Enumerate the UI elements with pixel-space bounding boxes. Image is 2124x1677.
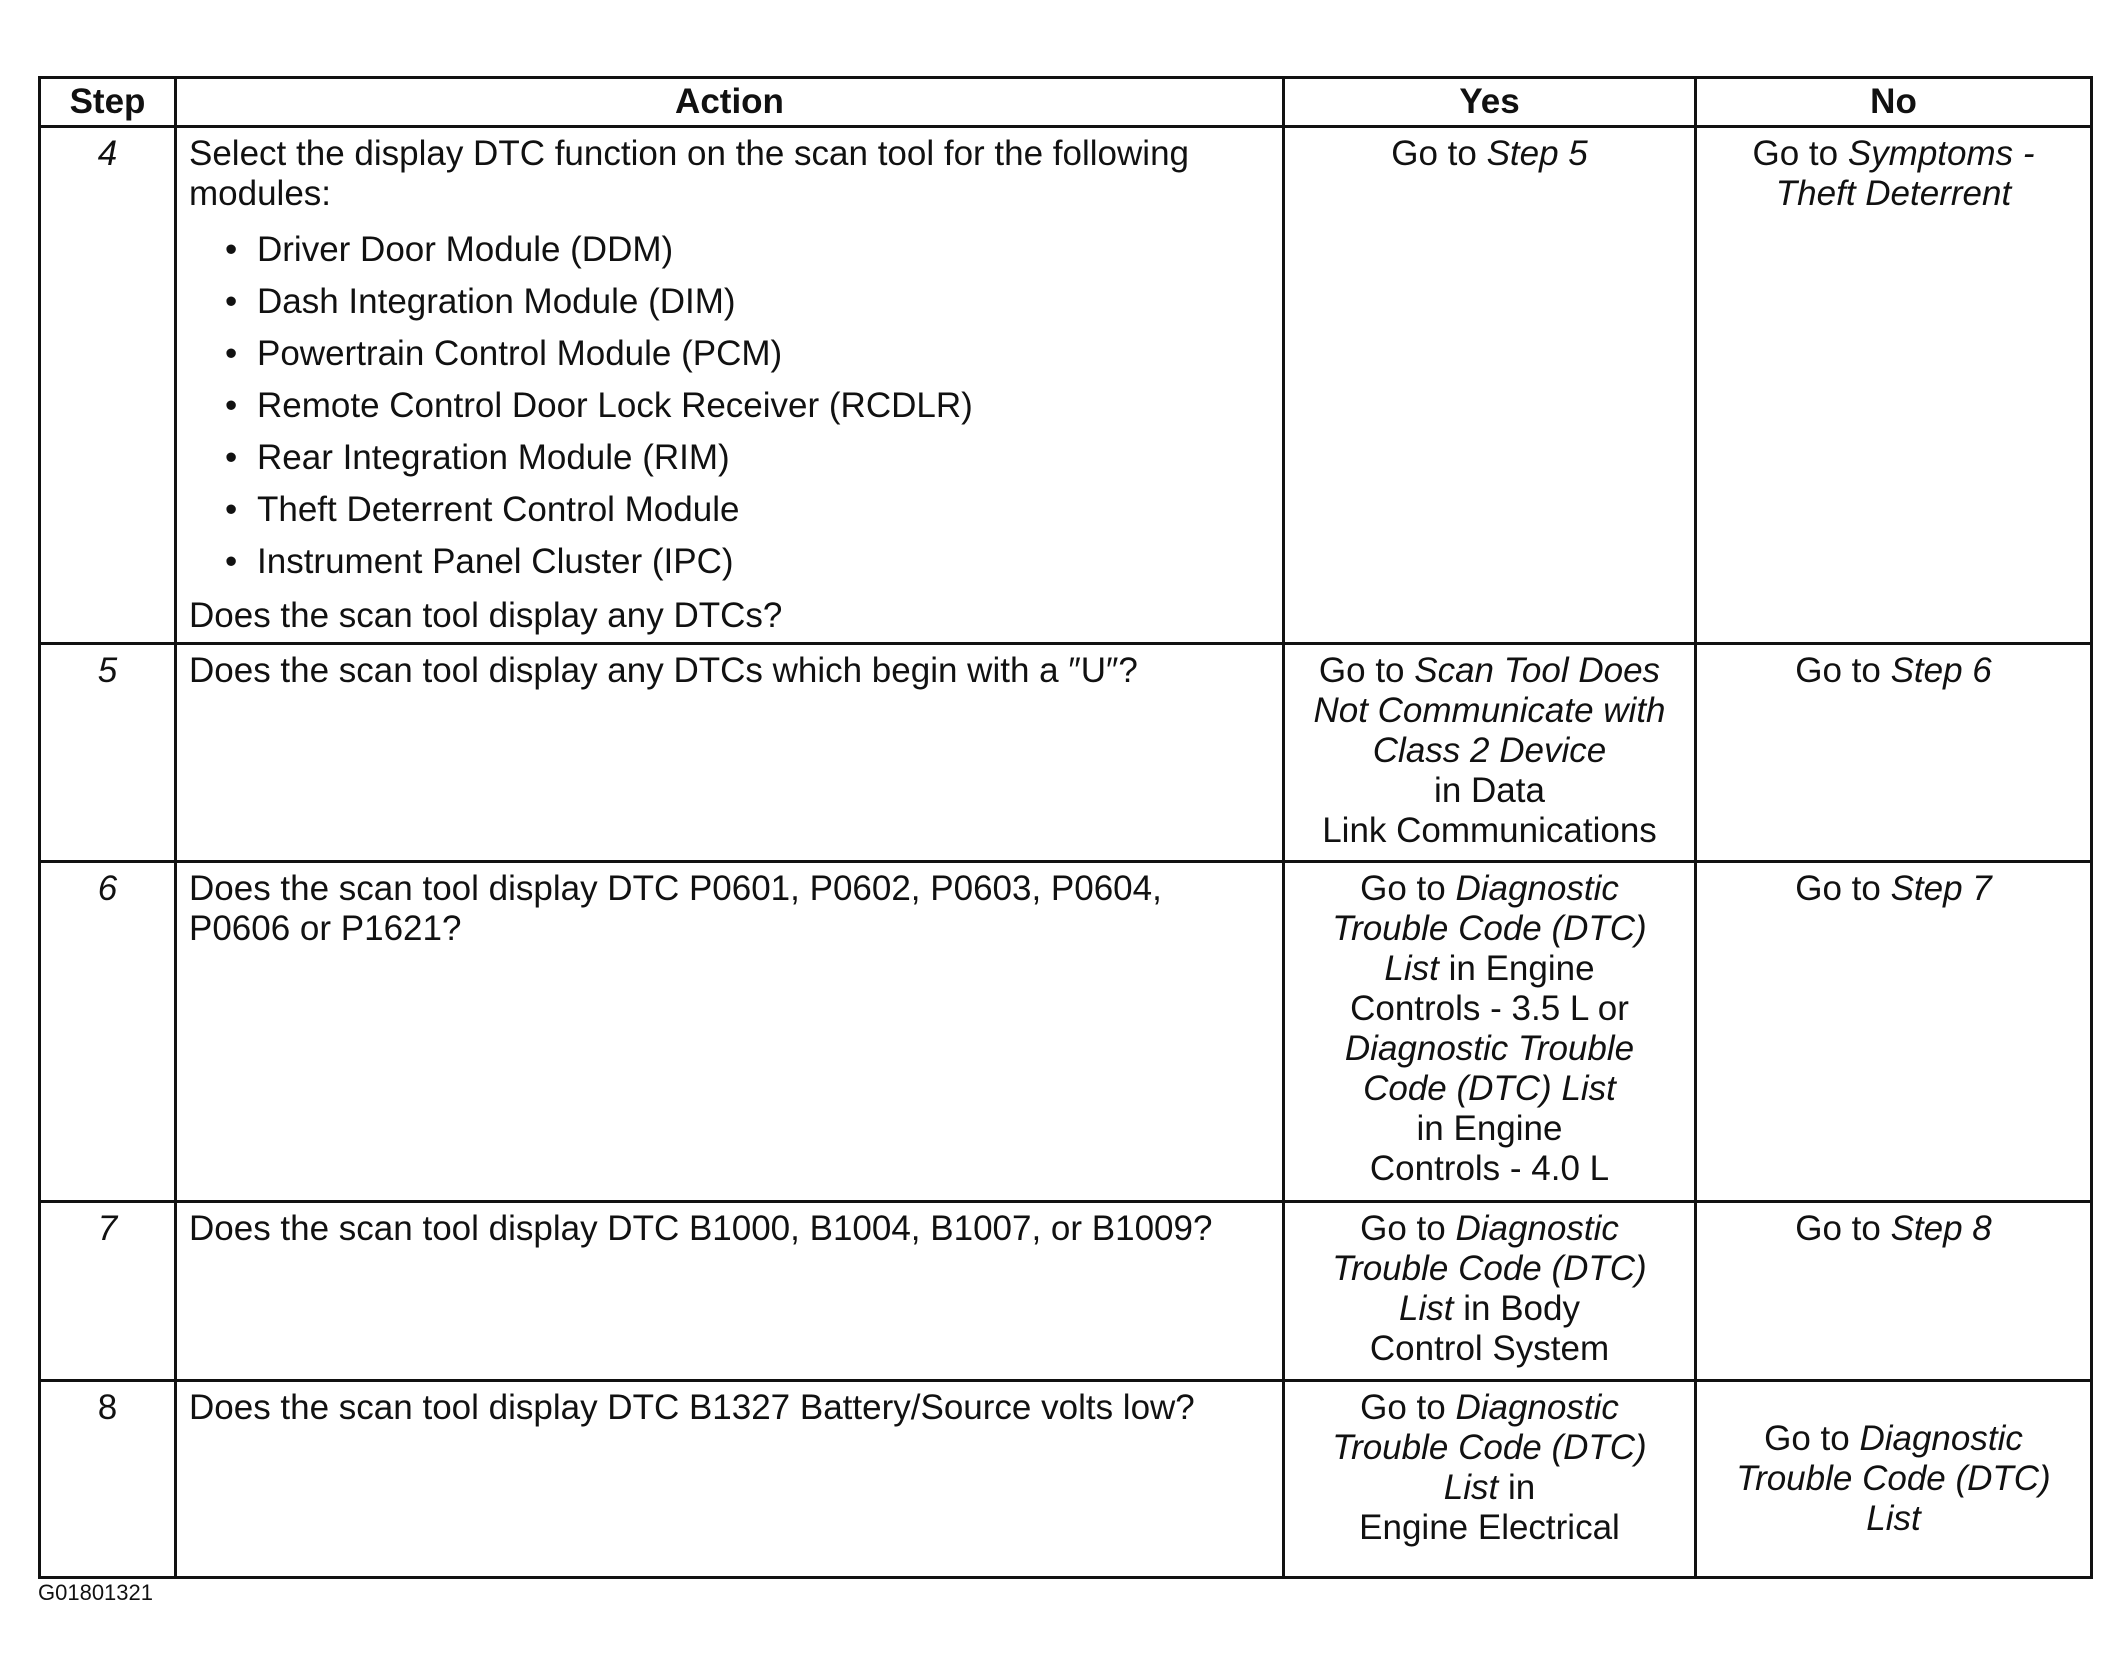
no-prefix: Go to: [1764, 1419, 1860, 1458]
header-no: No: [1696, 78, 2092, 127]
doc-link[interactable]: Diagnostic: [1859, 1419, 2023, 1458]
step-number: 5: [40, 644, 176, 862]
doc-location: Control System: [1369, 1329, 1610, 1368]
no-prefix: Go to: [1795, 1209, 1891, 1248]
symptoms-link-cont[interactable]: Theft Deterrent: [1775, 174, 2012, 213]
header-yes: Yes: [1284, 78, 1696, 127]
doc-link[interactable]: Diagnostic: [1455, 1209, 1619, 1248]
action-cell: Does the scan tool display DTC B1000, B1004, B1007, or B1009?: [176, 1202, 1284, 1381]
no-cell: [1696, 1381, 2092, 1578]
list-item: • Remote Control Door Lock Receiver (RCDLR): [225, 380, 1270, 432]
yes-prefix: Go to: [1360, 1209, 1456, 1248]
doc-link-cont[interactable]: Trouble Code (DTC): [1332, 1249, 1647, 1288]
doc-location: Controls - 3.5 L or: [1350, 989, 1629, 1028]
no-prefix: Go to: [1752, 134, 1848, 173]
table-row: [40, 127, 2092, 644]
no-prefix: Go to: [1795, 869, 1891, 908]
doc-link-cont[interactable]: Trouble Code (DTC): [1332, 1428, 1647, 1467]
action-cell: [176, 862, 1284, 1202]
doc-link[interactable]: Scan Tool Does: [1414, 651, 1661, 690]
doc-location: in: [1498, 1468, 1536, 1507]
header-step: Step: [40, 78, 176, 127]
action-intro: Select the display DTC function on the scan tool for the following modules:: [189, 134, 1189, 213]
doc-link-cont[interactable]: Trouble Code (DTC): [1736, 1459, 2051, 1498]
no-cell: [1696, 862, 2092, 1202]
doc-link-cont[interactable]: List: [1384, 949, 1439, 988]
module-list: [189, 224, 1270, 588]
yes-prefix: Go to: [1391, 134, 1487, 173]
step-link[interactable]: Step 5: [1486, 134, 1588, 173]
doc-link-cont[interactable]: List: [1399, 1289, 1454, 1328]
doc-link-cont[interactable]: List: [1443, 1468, 1499, 1507]
yes-prefix: Go to: [1318, 651, 1415, 690]
yes-prefix: Go to: [1360, 1388, 1456, 1427]
yes-cell: [1284, 1381, 1696, 1578]
list-item: • Powertrain Control Module (PCM): [225, 328, 1270, 380]
list-item: • Theft Deterrent Control Module: [225, 484, 1270, 536]
action-cell: [176, 127, 1284, 644]
yes-cell: [1284, 644, 1696, 862]
step-number: 8: [40, 1381, 176, 1578]
action-question: Does the scan tool display any DTCs?: [189, 596, 783, 635]
step-link[interactable]: Step 6: [1890, 651, 1992, 690]
figure-id: G01801321: [38, 1580, 153, 1605]
doc-link[interactable]: Diagnostic Trouble: [1344, 1029, 1635, 1068]
table-row: [40, 862, 2092, 1202]
list-item: • Driver Door Module (DDM): [225, 224, 1270, 276]
step-number: 7: [40, 1202, 176, 1381]
header-action: Action: [176, 78, 1284, 127]
doc-link[interactable]: Diagnostic: [1455, 869, 1619, 908]
diagnostic-table-container: [38, 76, 2090, 1579]
yes-cell: [1284, 862, 1696, 1202]
doc-link[interactable]: Diagnostic: [1455, 1388, 1619, 1427]
yes-prefix: Go to: [1360, 869, 1456, 908]
table-row: [40, 1381, 2092, 1578]
symptoms-link[interactable]: Symptoms -: [1847, 134, 2035, 173]
doc-link-cont[interactable]: Code (DTC) List: [1363, 1069, 1616, 1108]
step-link[interactable]: Step 8: [1890, 1209, 1992, 1248]
table-row: [40, 644, 2092, 862]
table-header-row: [40, 78, 2092, 127]
diagnostic-table: [38, 76, 2093, 1579]
step-link[interactable]: Step 7: [1890, 869, 1992, 908]
action-text: P0606 or P1621?: [189, 909, 462, 948]
doc-location: in Engine: [1416, 1109, 1563, 1148]
doc-location: in Body: [1453, 1289, 1580, 1328]
action-text: Does the scan tool display DTC P0601, P0602, P0603, P0604,: [189, 869, 1162, 908]
no-cell: [1696, 1202, 2092, 1381]
doc-location: Controls - 4.0 L: [1369, 1149, 1610, 1188]
doc-link-cont[interactable]: List: [1866, 1499, 1921, 1538]
doc-location: in Data: [1434, 771, 1545, 810]
doc-link-cont[interactable]: Trouble Code (DTC): [1332, 909, 1647, 948]
list-item: • Dash Integration Module (DIM): [225, 276, 1270, 328]
no-prefix: Go to: [1795, 651, 1891, 690]
no-cell: [1696, 644, 2092, 862]
action-cell: Does the scan tool display DTC B1327 Battery/Source volts low?: [176, 1381, 1284, 1578]
step-number: 4: [40, 127, 176, 644]
list-item: • Instrument Panel Cluster (IPC): [225, 536, 1270, 588]
doc-link-cont[interactable]: Class 2 Device: [1372, 731, 1607, 770]
yes-cell: [1284, 1202, 1696, 1381]
doc-link-cont[interactable]: Not Communicate with: [1313, 691, 1666, 730]
doc-location: Engine Electrical: [1359, 1508, 1620, 1547]
table-row: [40, 1202, 2092, 1381]
step-number: 6: [40, 862, 176, 1202]
doc-location: Link Communications: [1322, 811, 1657, 850]
action-cell: Does the scan tool display any DTCs which begin with a ″U″?: [176, 644, 1284, 862]
doc-location: in Engine: [1438, 949, 1595, 988]
no-cell: [1696, 127, 2092, 644]
yes-cell: [1284, 127, 1696, 644]
list-item: • Rear Integration Module (RIM): [225, 432, 1270, 484]
